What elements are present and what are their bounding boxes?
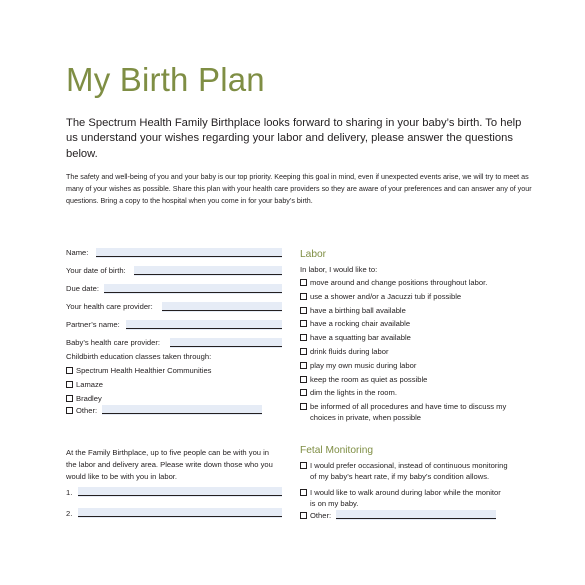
labor-dim-lights-checkbox[interactable] xyxy=(300,389,307,396)
partner-field[interactable] xyxy=(126,328,282,329)
fetal-other-checkbox[interactable] xyxy=(300,512,307,519)
labor-birthing-ball-label: have a birthing ball available xyxy=(310,306,406,315)
name-label: Name: xyxy=(66,248,89,257)
safety-note: The safety and well-being of you and your baby is our top priority. Keeping this goal in mind, even if unexpected events arise, we will try to meet as many of your wishes as possible. Share this plan with your health care providers so they are aware of your preferences and can answer any of your questions. Bring a copy to the hospital when you come in for your baby’s birth. xyxy=(66,173,532,205)
fetal-walk-label: I would like to walk around during labor while the monitor xyxy=(310,488,501,497)
family-text-line-3: would like to be with you in labor. xyxy=(66,472,178,481)
labor-music-label: play my own music during labor xyxy=(310,361,417,370)
labor-quiet-label: keep the room as quiet as possible xyxy=(310,375,428,384)
labor-move-label: move around and change positions throughout labor. xyxy=(310,278,488,287)
bradley-checkbox[interactable] xyxy=(66,395,73,402)
bradley-label: Bradley xyxy=(76,394,102,403)
labor-squatting-bar-checkbox[interactable] xyxy=(300,334,307,341)
lamaze-checkbox[interactable] xyxy=(66,381,73,388)
fetal-other-label: Other: xyxy=(310,511,332,520)
baby-provider-field[interactable] xyxy=(170,346,282,347)
dob-field[interactable] xyxy=(134,274,282,275)
fetal-monitoring-heading: Fetal Monitoring xyxy=(300,445,374,456)
labor-fluids-label: drink fluids during labor xyxy=(310,347,389,356)
labor-move-checkbox[interactable] xyxy=(300,279,307,286)
labor-informed-checkbox[interactable] xyxy=(300,403,307,410)
person-2-field[interactable] xyxy=(78,516,282,517)
labor-squatting-bar-label: have a squatting bar available xyxy=(310,333,411,342)
fetal-other-field[interactable] xyxy=(336,518,496,519)
person-number-1: 1. xyxy=(66,488,73,497)
labor-shower-checkbox[interactable] xyxy=(300,293,307,300)
fetal-occasional-label: I would prefer occasional, instead of continuous monitoring xyxy=(310,461,508,470)
labor-music-checkbox[interactable] xyxy=(300,362,307,369)
fetal-walk-label-cont: is on my baby. xyxy=(310,499,359,508)
person-number-2: 2. xyxy=(66,509,73,518)
labor-rocking-chair-checkbox[interactable] xyxy=(300,320,307,327)
labor-rocking-chair-label: have a rocking chair available xyxy=(310,319,411,328)
labor-quiet-checkbox[interactable] xyxy=(300,376,307,383)
baby-provider-label: Baby’s health care provider: xyxy=(66,338,160,347)
family-text-line-2: the labor and delivery area. Please write down those who you xyxy=(66,460,273,469)
labor-informed-label-cont: choices in private, when possible xyxy=(310,413,422,422)
education-label: Childbirth education classes taken through: xyxy=(66,352,212,361)
fetal-occasional-label-cont: of my baby’s heart rate, if my baby’s condition allows. xyxy=(310,472,490,481)
labor-shower-label: use a shower and/or a Jacuzzi tub if possible xyxy=(310,292,462,301)
person-1-field[interactable] xyxy=(78,495,282,496)
labor-informed-label: be informed of all procedures and have time to discuss my xyxy=(310,402,507,411)
due-date-field[interactable] xyxy=(104,292,282,293)
family-text-line-1: At the Family Birthplace, up to five people can be with you in xyxy=(66,448,270,457)
name-field[interactable] xyxy=(96,256,282,257)
labor-intro: In labor, I would like to: xyxy=(300,265,378,274)
dob-label: Your date of birth: xyxy=(66,266,126,275)
due-date-label: Due date: xyxy=(66,284,99,293)
partner-label: Partner’s name: xyxy=(66,320,120,329)
labor-fluids-checkbox[interactable] xyxy=(300,348,307,355)
lamaze-label: Lamaze xyxy=(76,380,104,389)
provider-field[interactable] xyxy=(162,310,282,311)
provider-label: Your health care provider: xyxy=(66,302,153,311)
education-other-label: Other: xyxy=(76,406,98,415)
education-other-checkbox[interactable] xyxy=(66,407,73,414)
healthier-communities-label: Spectrum Health Healthier Communities xyxy=(76,366,212,375)
healthier-communities-checkbox[interactable] xyxy=(66,367,73,374)
labor-heading: Labor xyxy=(300,249,327,260)
intro-paragraph: The Spectrum Health Family Birthplace looks forward to sharing in your baby’s birth. To help us understand your wishes regarding your labor and delivery, please answer the questions below. xyxy=(66,117,522,160)
education-other-field[interactable] xyxy=(102,413,262,414)
fetal-occasional-checkbox[interactable] xyxy=(300,462,307,469)
fetal-walk-checkbox[interactable] xyxy=(300,489,307,496)
page-title: My Birth Plan xyxy=(66,61,265,98)
labor-dim-lights-label: dim the lights in the room. xyxy=(310,388,397,397)
labor-birthing-ball-checkbox[interactable] xyxy=(300,307,307,314)
